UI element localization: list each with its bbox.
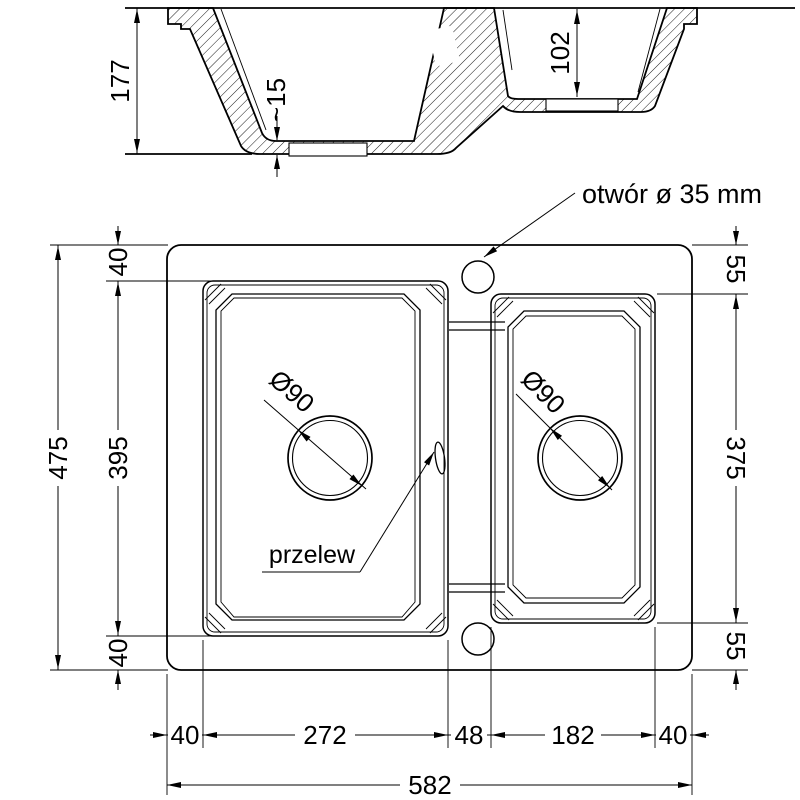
tap-hole-callout [482, 179, 762, 259]
dim-total-height-label: 177 [105, 59, 135, 103]
right-drain-diameter-label: Ø90 [515, 363, 572, 420]
dims-bottom [150, 627, 709, 800]
dim-bottom-right-margin-label: 40 [658, 720, 688, 750]
basin-channel [449, 322, 505, 592]
dim-right-top-margin-label: 55 [721, 254, 751, 284]
top-view [43, 179, 762, 800]
right-basin-corner-ticks [493, 297, 654, 620]
left-basin [203, 281, 448, 636]
dim-floor-thickness-label: ~15 [261, 77, 291, 123]
dim-left-bottom-margin-label: 40 [103, 638, 133, 668]
dims-left [43, 226, 214, 690]
tap-hole-top [462, 261, 494, 293]
dims-right [657, 226, 751, 690]
left-basin-corner-ticks [205, 284, 446, 633]
tap-hole-label: otwór ø 35 mm [582, 179, 763, 209]
dim-right-basin-width-label: 182 [551, 720, 595, 750]
dim-bottom-left-margin-label: 40 [170, 720, 200, 750]
right-basin [491, 294, 655, 623]
dim-divider-width-label: 48 [454, 720, 484, 750]
dim-overall-depth-label: 475 [43, 436, 73, 480]
section-view [105, 8, 795, 177]
left-drain-diameter-line [264, 400, 366, 489]
tap-hole-bottom [462, 623, 494, 655]
left-drain-recess [289, 143, 367, 156]
dim-left-basin-width-label: 272 [303, 720, 347, 750]
overflow-callout [262, 450, 437, 572]
dim-right-basin-length-label: 375 [721, 436, 751, 480]
dim-small-bowl-depth-label: 102 [545, 31, 575, 75]
dim-total-height [105, 8, 140, 154]
right-drain-diameter-line [516, 394, 612, 490]
dim-left-top-margin-label: 40 [103, 247, 133, 277]
overflow-hole [433, 442, 446, 475]
dim-small-bowl-depth [545, 9, 580, 97]
dim-overall-width-label: 582 [408, 770, 452, 800]
divider-edge-line [503, 10, 512, 70]
overflow-label: przelew [268, 541, 356, 569]
dim-left-basin-length-label: 395 [103, 436, 133, 480]
dim-right-bottom-margin-label: 55 [721, 631, 751, 661]
left-drain-diameter-label: Ø90 [263, 363, 321, 419]
right-drain-recess [546, 99, 618, 111]
